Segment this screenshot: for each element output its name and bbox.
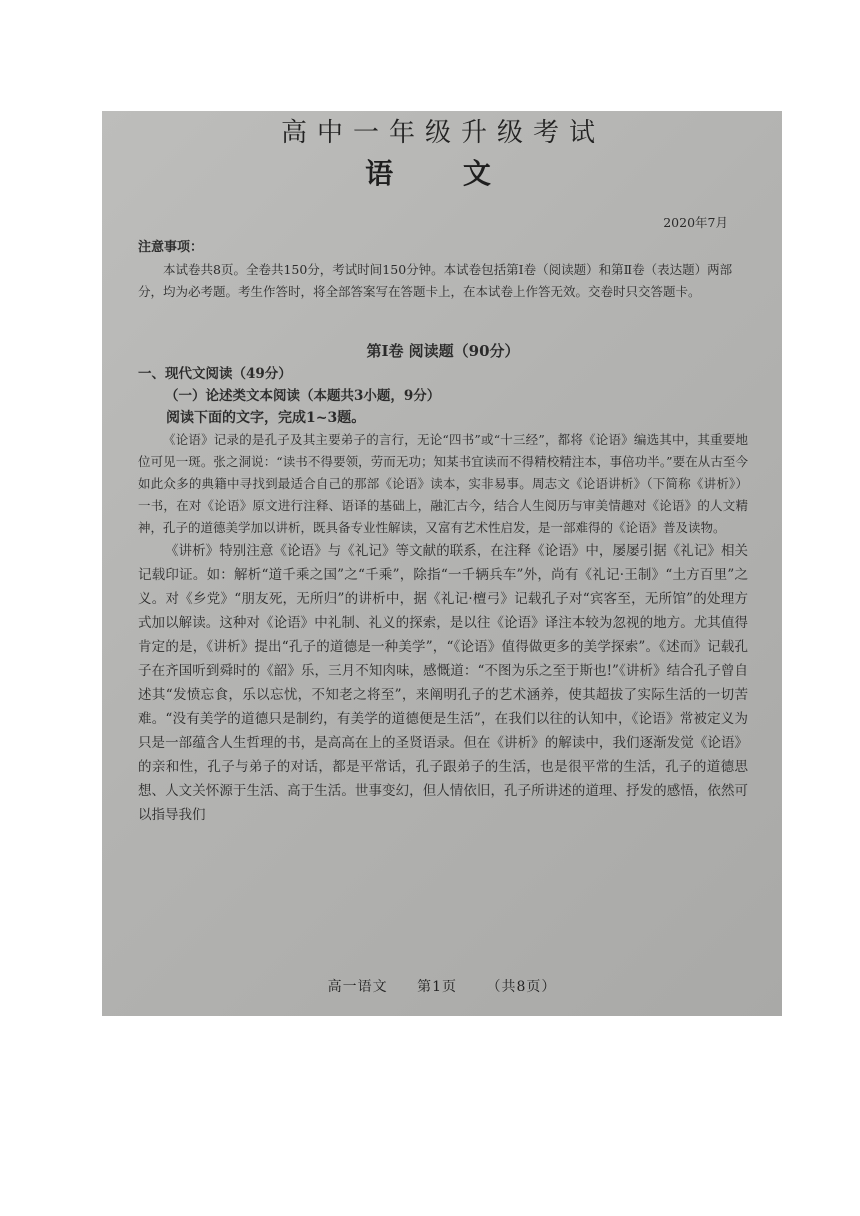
exam-date: 2020年7月: [663, 215, 728, 230]
part-title: 第Ⅰ卷 阅读题（90分）: [366, 342, 520, 360]
page-footer: [102, 976, 782, 996]
reading-instruction: 阅读下面的文字，完成1~3题。: [166, 410, 366, 426]
subject-title: 语 文: [365, 157, 521, 190]
reading-paragraph-1: 《论语》记录的是孔子及其主要弟子的言行，无论“四书”或“十三经”，都将《论语》编选其中，其重要地位可见一斑。张之洞说：“读书不得要领，劳而无功；知某书宜读而不得精校精注本，事倍功半。”要在从古至今如此众多的典籍中寻找到最适合自己的那部《论语》读本，实非易事。周志文《论语讲析》（下简称《讲析》）一书，在对《论语》原文进行注释、语译的基础上，融汇古今，结合人生阅历与审美情趣对《论语》的人文精神，孔子的道德美学加以讲析，既具备专业性解读，又富有艺术性启发，是一部难得的《论语》普及读物。: [138, 432, 748, 535]
exam-paper-photo: [102, 111, 782, 1016]
notice-body: 本试卷共8页。全卷共150分，考试时间150分钟。本试卷包括第Ⅰ卷（阅读题）和第Ⅱ卷（表达题）两部分，均为必考题。考生作答时，将全部答案写在答题卡上，在本试卷上作答无效。交卷时只交答题卡。: [138, 262, 733, 299]
exam-page: [138, 111, 748, 827]
notice-title: 注意事项：: [138, 240, 204, 255]
reading-paragraph-2: 《讲析》特别注意《论语》与《礼记》等文献的联系，在注释《论语》中，屡屡引据《礼记》相关记载印证。如：解析“道千乘之国”之“千乘”，除指“一千辆兵车”外，尚有《礼记·王制》“土方百里”之义。对《乡党》“朋友死，无所归”的讲析中，据《礼记·檀弓》记载孔子对“宾客至，无所馆”的处理方式加以解读。这种对《论语》中礼制、礼义的探索，是以往《论语》译注本较为忽视的地方。尤其值得肯定的是，《讲析》提出“孔子的道德是一种美学”，“《论语》值得做更多的美学探索”。《述而》记载孔子在齐国听到舜时的《韶》乐，三月不知肉味，感慨道：“不图为乐之至于斯也!”《讲析》结合孔子曾自述其“发愤忘食，乐以忘忧，不知老之将至”，来阐明孔子的艺术涵养，使其超拔了实际生活的一切苦难。“没有美学的道德只是制约，有美学的道德便是生活”，在我们以往的认知中，《论语》常被定义为只是一部蕴含人生哲理的书，是高高在上的圣贤语录。但在《讲析》的解读中，我们逐渐发觉《论语》的亲和性，孔子与弟子的对话，都是平常话，孔子跟弟子的生活，也是很平常的生活，孔子的道德思想、人文关怀源于生活、高于生活。世事变幻，但人情依旧，孔子所讲述的道理、抒发的感悟，依然可以指导我们: [138, 543, 748, 823]
footer-total-pages: （共8页）: [486, 979, 557, 995]
footer-page-number: 第1页: [417, 979, 457, 995]
section-title: 一、现代文阅读（49分）: [138, 366, 292, 382]
footer-subject: 高一语文: [327, 979, 388, 995]
subsection-title: （一）论述类文本阅读（本题共3小题，9分）: [165, 388, 441, 404]
exam-title: 高中一年级升级考试: [280, 118, 605, 148]
